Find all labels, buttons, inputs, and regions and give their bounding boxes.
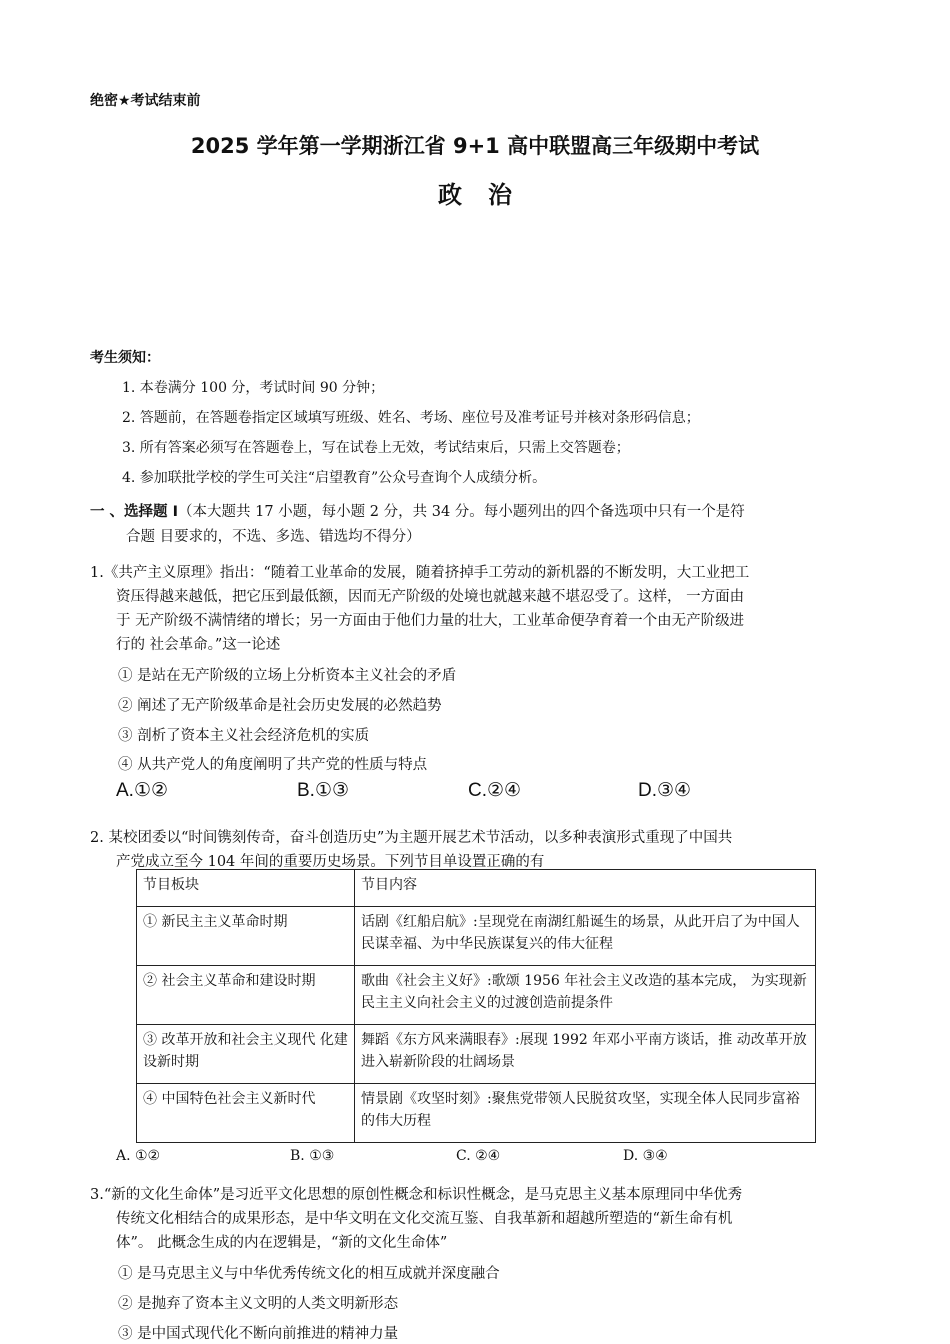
q1-option: ③ 剖析了资本主义社会经济危机的实质 [118,728,370,744]
q2-stem: 产党成立至今 104 年间的重要历史场景。下列节目单设置正确的有 [116,854,545,870]
table-row [137,907,816,966]
table-row [137,1084,816,1143]
q3-option: ① 是马克思主义与中华优秀传统文化的相互成就并深度融合 [118,1266,500,1282]
exam-title: 2025 学年第一学期浙江省 9+1 高中联盟高三年级期中考试 [190,134,760,158]
subject-title: 政治 [438,181,538,209]
q1-choice-d[interactable]: D.③④ [638,780,692,801]
q3-option: ③ 是中国式现代化不断向前推进的精神力量 [118,1326,399,1342]
q3-stem: 3.“新的文化生命体”是习近平文化思想的原创性概念和标识性概念，是马克思主义基本原理同中华优秀 [90,1187,743,1203]
notice-item: 2. 答题前，在答题卷指定区域填写班级、姓名、考场、座位号及准考证号并核对条形码信息； [122,410,700,426]
section-label: 一 、选择题 I [90,504,178,520]
table-cell-content: 歌曲《社会主义好》:歌颂 1956 年社会主义改造的基本完成， 为实现新民主主义向社会主义的过渡创造前提条件 [355,966,816,1025]
q2-stem: 2. 某校团委以“时间镌刻传奇，奋斗创造历史”为主题开展艺术节活动，以多种表演形式重现了中国共 [90,830,733,846]
confidential-label: 绝密★考试结束前 [90,93,201,109]
table-row [137,1025,816,1084]
table-cell-content: 话剧《红船启航》:呈现党在南湖红船诞生的场景，从此开启了为中国人民谋幸福、为中华民族谋复兴的伟大征程 [355,907,816,966]
q2-choice-a[interactable]: A. ①② [116,1148,161,1164]
table-cell-content: 情景剧《攻坚时刻》:聚焦党带领人民脱贫攻坚，实现全体人民同步富裕的伟大历程 [355,1084,816,1143]
q1-choice-b[interactable]: B.①③ [297,780,350,801]
q1-choice-a[interactable]: A.①② [116,780,169,801]
table-header: 节目板块 [137,870,355,907]
table-cell-period: ④ 中国特色社会主义新时代 [137,1084,355,1143]
notice-heading: 考生须知： [90,350,160,366]
section-header [90,500,745,521]
q2-choice-c[interactable]: C. ②④ [456,1148,501,1164]
table-header-row [137,870,816,907]
table-cell-period: ① 新民主主义革命时期 [137,907,355,966]
section-desc-cont: 合题 目要求的，不选、多选、错选均不得分） [126,529,421,545]
table-cell-period: ② 社会主义革命和建设时期 [137,966,355,1025]
program-table [136,869,816,1143]
q3-option: ② 是抛弃了资本主义文明的人类文明新形态 [118,1296,399,1312]
table-cell-period: ③ 改革开放和社会主义现代 化建设新时期 [137,1025,355,1084]
q3-stem: 传统文化相结合的成果形态，是中华文明在文化交流互鉴、自我革新和超越所塑造的“新生命有机 [116,1211,733,1227]
table-cell-content: 舞蹈《东方风来满眼春》:展现 1992 年邓小平南方谈话，推 动改革开放进入崭新阶段的壮阔场景 [355,1025,816,1084]
q1-option: ② 阐述了无产阶级革命是社会历史发展的必然趋势 [118,698,442,714]
q1-stem: 行的 社会革命。”这一论述 [116,637,281,653]
notice-item: 1. 本卷满分 100 分，考试时间 90 分钟； [122,380,385,396]
q1-choice-c[interactable]: C.②④ [468,780,522,801]
q2-choice-b[interactable]: B. ①③ [290,1148,335,1164]
q2-choice-d[interactable]: D. ③④ [623,1148,668,1164]
q1-stem: 1.《共产主义原理》指出：“随着工业革命的发展，随着挤掉手工劳动的新机器的不断发明，大工业把工 [90,565,750,581]
q1-option: ① 是站在无产阶级的立场上分析资本主义社会的矛盾 [118,668,457,684]
table-row [137,966,816,1025]
q1-option: ④ 从共产党人的角度阐明了共产党的性质与特点 [118,757,428,773]
q1-stem: 于 无产阶级不满情绪的增长；另一方面由于他们力量的壮大，工业革命便孕育着一个由无产阶级进 [116,613,745,629]
notice-item: 3. 所有答案必须写在答题卷上，写在试卷上无效，考试结束后，只需上交答题卷； [122,440,630,456]
notice-item: 4. 参加联批学校的学生可关注“启望教育”公众号查询个人成绩分析。 [122,470,547,486]
table-header: 节目内容 [355,870,816,907]
q3-stem: 体”。 此概念生成的内在逻辑是，“新的文化生命体” [116,1235,448,1251]
section-desc: （本大题共 17 小题，每小题 2 分，共 34 分。每小题列出的四个备选项中只有一个是符 [178,504,745,520]
q1-stem: 资压得越来越低，把它压到最低额，因而无产阶级的处境也就越来越不堪忍受了。这样， 一方面由 [116,589,745,605]
